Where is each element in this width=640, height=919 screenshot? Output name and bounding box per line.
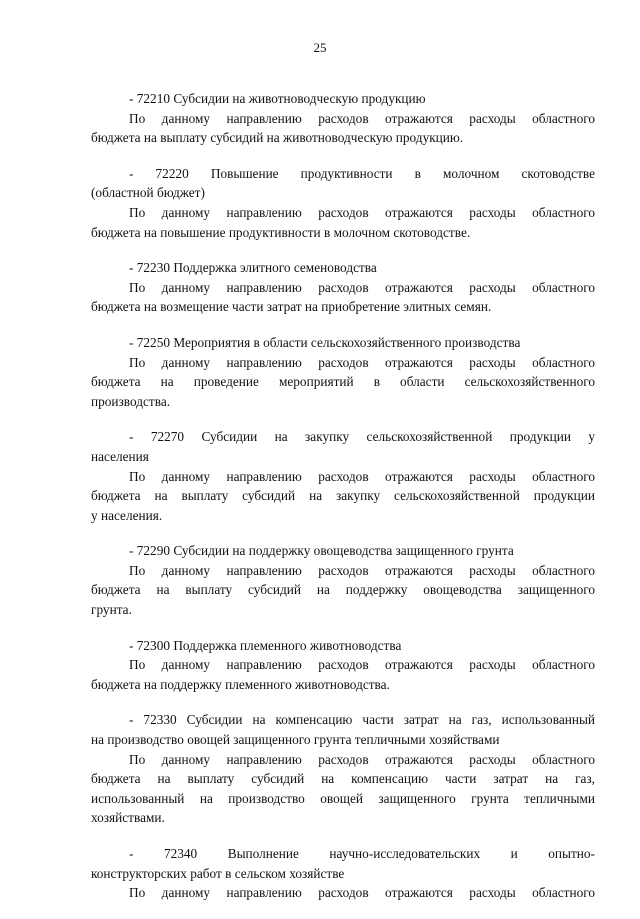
- paragraph-line: бюджета на повышение продуктивности в молочном скотоводстве.: [91, 224, 471, 240]
- budget-section: [91, 89, 595, 148]
- budget-section: [91, 710, 595, 828]
- paragraph-line: бюджета на выплату субсидий на компенсацию части затрат на газ,: [91, 771, 595, 787]
- section-heading-line: - 72290 Субсидии на поддержку овощеводства защищенного грунта: [129, 543, 514, 559]
- paragraph-line: По данному направлению расходов отражаются расходы областного: [129, 468, 595, 484]
- budget-section: [91, 164, 595, 242]
- paragraph-line: По данному направлению расходов отражаются расходы областного: [129, 562, 595, 578]
- section-heading-line: - 72330 Субсидии на компенсацию части затрат на газ, использованный: [129, 712, 595, 728]
- section-heading-line: - 72340 Выполнение научно-исследовательских и опытно-: [129, 846, 595, 861]
- paragraph-line: бюджета на выплату субсидий на закупку сельскохозяйственной продукции: [91, 488, 595, 504]
- paragraph-line: По данному направлению расходов отражаются расходы областного: [129, 110, 595, 126]
- paragraph-line: населения: [91, 448, 149, 464]
- budget-section: [91, 258, 595, 317]
- paragraph-line: на производство овощей защищенного грунта тепличными хозяйствами: [91, 732, 500, 748]
- page-number: 25: [313, 40, 327, 55]
- paragraph-line: (областной бюджет): [91, 185, 205, 201]
- paragraph-line: По данному направлению расходов отражаются расходы областного: [129, 354, 595, 370]
- paragraph-line: бюджета на проведение мероприятий в области сельскохозяйственного: [91, 374, 595, 390]
- paragraph-line: По данному направлению расходов отражаются расходы областного: [129, 204, 595, 220]
- section-heading-line: - 72250 Мероприятия в области сельскохозяйственного производства: [129, 334, 521, 350]
- paragraph-line: у населения.: [91, 507, 163, 523]
- paragraph-line: грунта.: [91, 602, 132, 618]
- paragraph-line: По данному направлению расходов отражаются расходы областного: [129, 279, 595, 295]
- document-body: [91, 89, 595, 919]
- paragraph-line: По данному направлению расходов отражаются расходы областного: [129, 657, 595, 673]
- section-heading-line: - 72300 Поддержка племенного животноводства: [129, 637, 402, 653]
- paragraph-line: По данному направлению расходов отражаются расходы областного: [129, 885, 595, 901]
- budget-section: [91, 427, 595, 525]
- section-heading-line: - 72210 Субсидии на животноводческую продукцию: [129, 91, 426, 106]
- paragraph-line: бюджета на возмещение части затрат на приобретение элитных семян.: [91, 299, 492, 315]
- paragraph-line: хозяйствами.: [91, 810, 165, 826]
- paragraph-line: конструкторских работ в сельском хозяйстве: [91, 865, 345, 881]
- budget-section: [91, 333, 595, 411]
- paragraph-line: бюджета на выплату субсидий на поддержку овощеводства защищенного: [91, 582, 595, 598]
- paragraph-line: По данному направлению расходов отражаются расходы областного: [129, 751, 595, 767]
- budget-section: [91, 636, 595, 695]
- paragraph-line: бюджета на выплату субсидий на животноводческую продукцию.: [91, 130, 464, 146]
- section-heading-line: - 72230 Поддержка элитного семеноводства: [129, 260, 377, 276]
- paragraph-line: использованный на производство овощей защищенного грунта тепличными: [91, 790, 595, 806]
- budget-section: [91, 844, 595, 903]
- paragraph-line: бюджета на поддержку племенного животноводства.: [91, 676, 390, 692]
- section-heading-line: - 72270 Субсидии на закупку сельскохозяйственной продукции у: [129, 429, 595, 445]
- paragraph-line: производства.: [91, 393, 171, 409]
- budget-section: [91, 541, 595, 619]
- section-heading-line: - 72220 Повышение продуктивности в молочном скотоводстве: [129, 165, 595, 181]
